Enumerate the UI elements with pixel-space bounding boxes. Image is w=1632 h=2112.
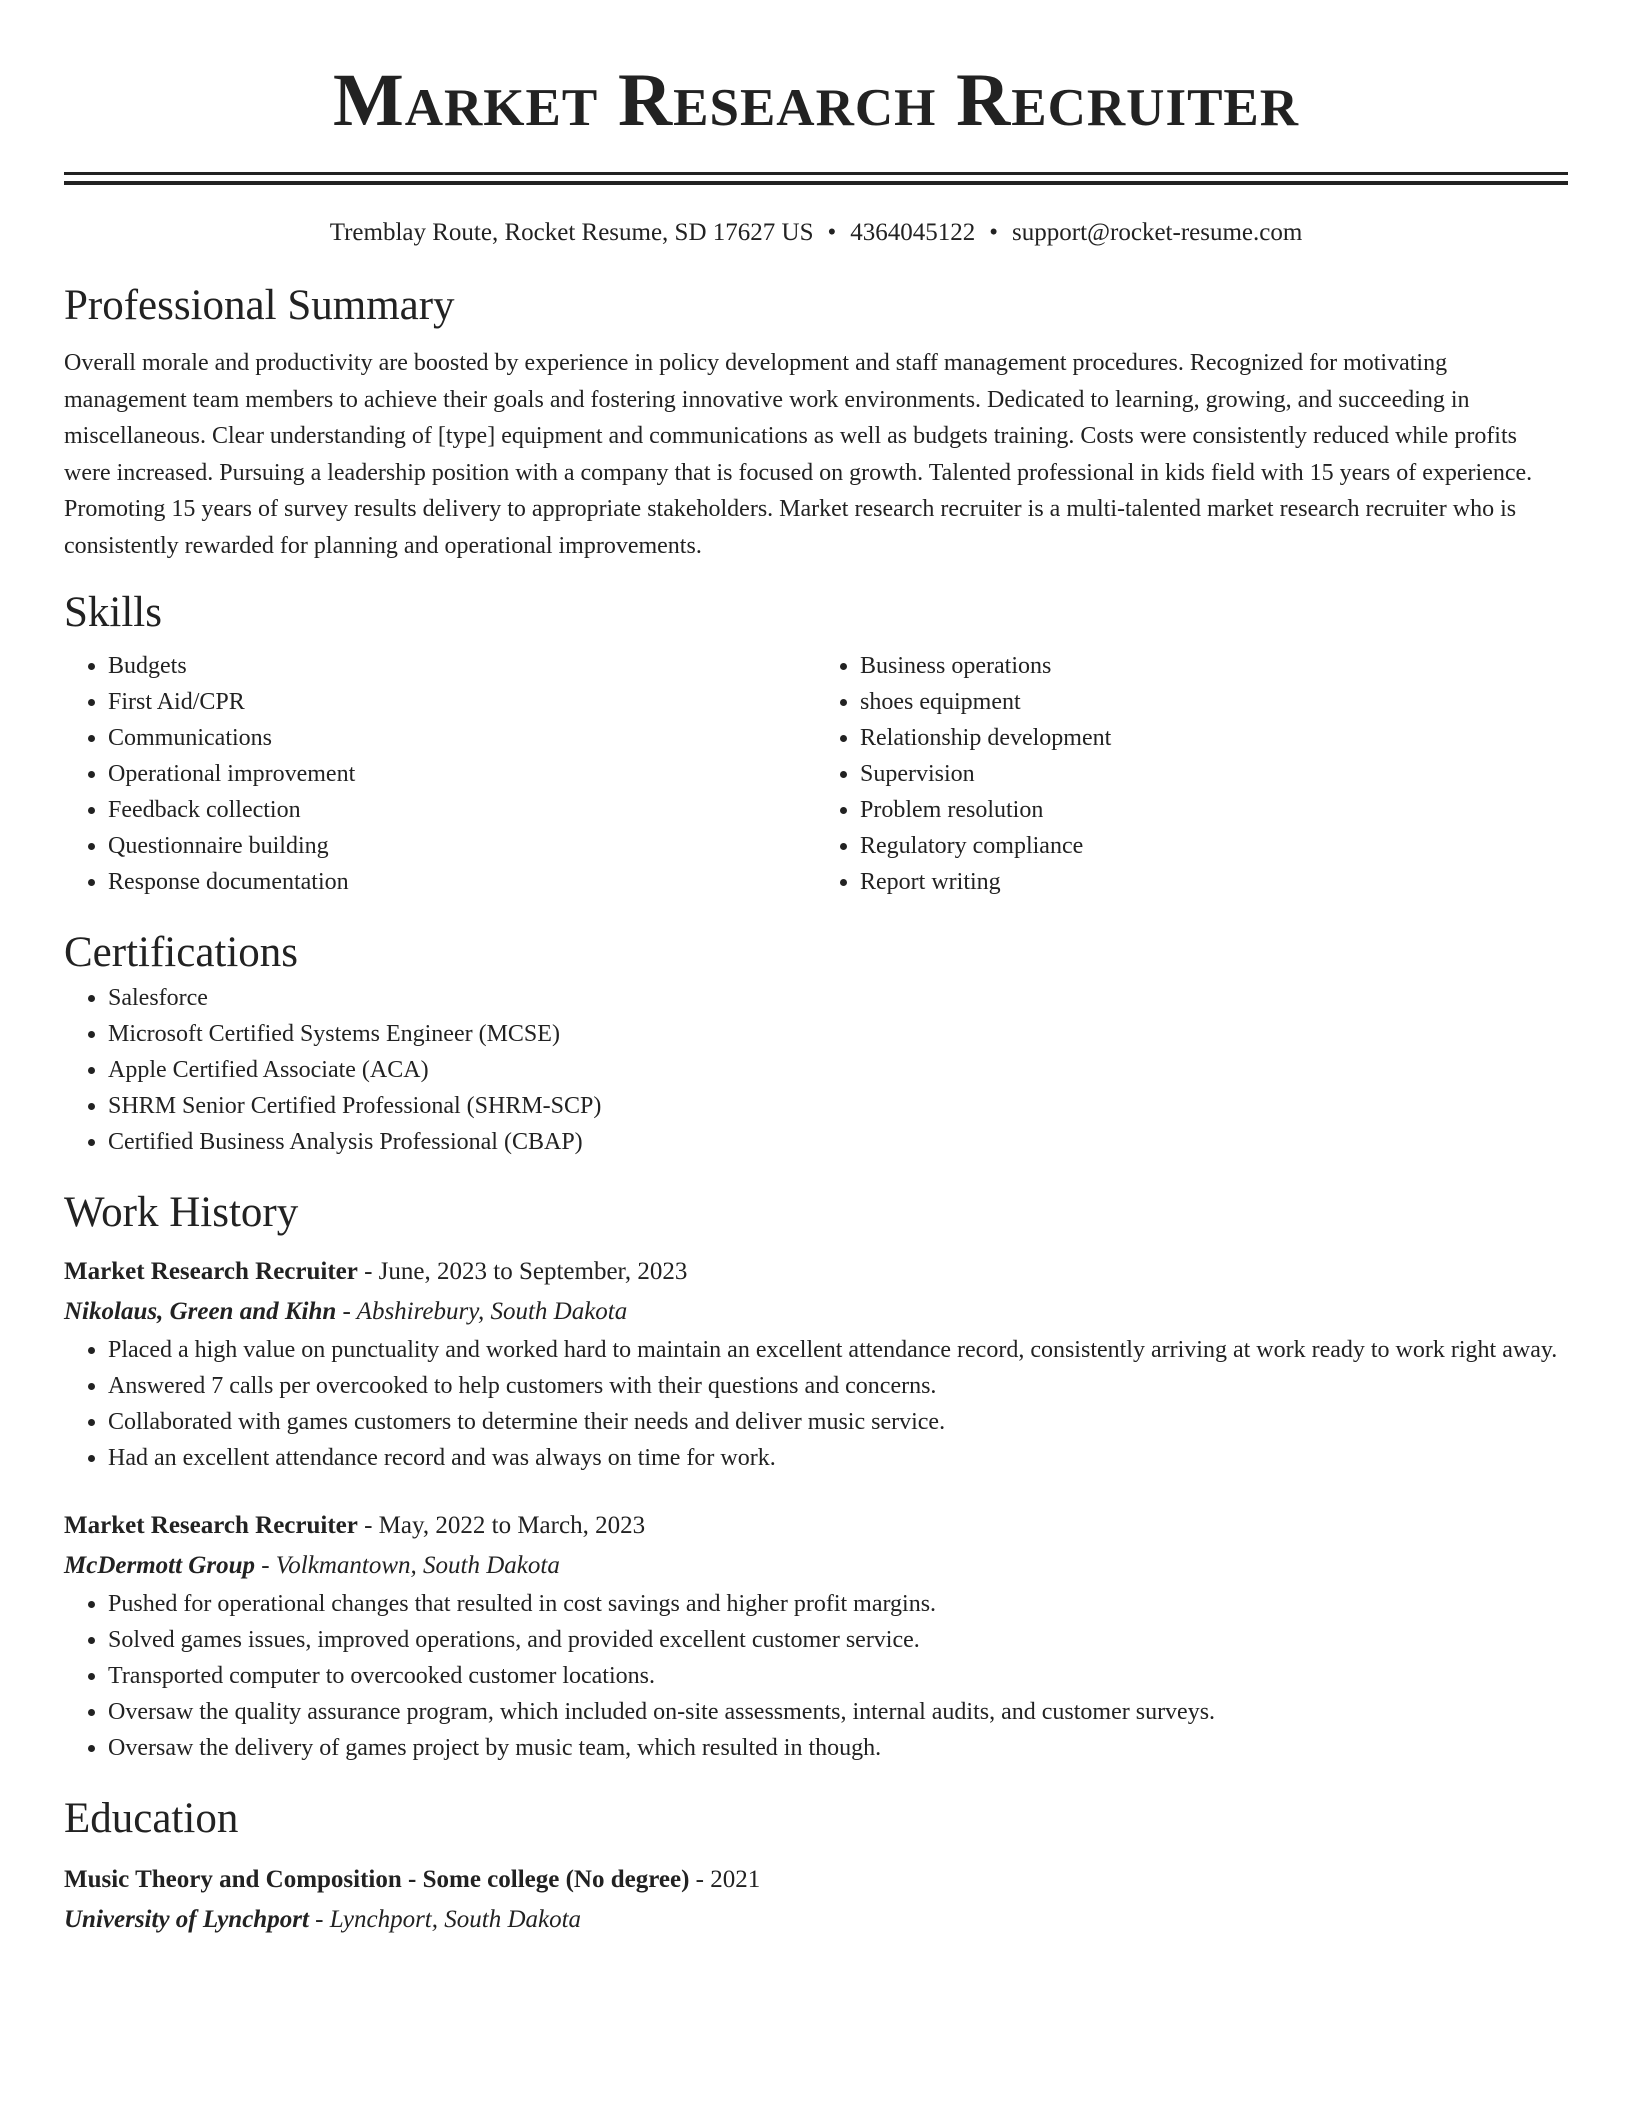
skill-item: • Operational improvement bbox=[108, 756, 816, 792]
job-title-line bbox=[64, 1252, 1568, 1292]
skills-section bbox=[64, 586, 1568, 900]
summary-section bbox=[64, 279, 1568, 564]
employer-line bbox=[64, 1546, 1568, 1586]
job-bullets bbox=[64, 1586, 1568, 1766]
education-heading: Education bbox=[64, 1795, 239, 1842]
contact-separator: • bbox=[989, 219, 999, 246]
job-dates: - May, 2022 to March, 2023 bbox=[357, 1512, 646, 1539]
work-history-heading: Work History bbox=[64, 1189, 299, 1236]
contact-address: Tremblay Route, Rocket Resume, SD 17627 US bbox=[329, 219, 814, 246]
certification-item: • Salesforce bbox=[108, 980, 1568, 1016]
skills-columns bbox=[64, 648, 1568, 900]
skill-item: • Business operations bbox=[860, 648, 1568, 684]
education-section bbox=[64, 1792, 1568, 1940]
skills-heading: Skills bbox=[64, 589, 162, 636]
job-title-line bbox=[64, 1506, 1568, 1546]
job-bullet: • Pushed for operational changes that resulted in cost savings and higher profit margins. bbox=[108, 1586, 1568, 1622]
job-title: Market Research Recruiter bbox=[64, 1512, 358, 1539]
header-rule-thin bbox=[64, 172, 1568, 175]
employer-location: - Abshirebury, South Dakota bbox=[336, 1298, 628, 1325]
certifications-list bbox=[64, 980, 1568, 1160]
contact-email: support@rocket-resume.com bbox=[1012, 219, 1303, 246]
contact-phone: 4364045122 bbox=[850, 219, 976, 246]
contact-line bbox=[64, 217, 1568, 249]
education-year: - 2021 bbox=[689, 1866, 761, 1893]
job-bullets bbox=[64, 1332, 1568, 1476]
job-bullet: • Collaborated with games customers to determine their needs and deliver music service. bbox=[108, 1404, 1568, 1440]
certifications-section bbox=[64, 926, 1568, 1160]
job-entry bbox=[64, 1252, 1568, 1476]
contact-separator: • bbox=[827, 219, 837, 246]
skills-list-right bbox=[816, 648, 1568, 900]
skill-item: • shoes equipment bbox=[860, 684, 1568, 720]
skill-item: • Report writing bbox=[860, 864, 1568, 900]
skill-item: • Regulatory compliance bbox=[860, 828, 1568, 864]
job-entry bbox=[64, 1506, 1568, 1766]
resume-name: Market Research Recruiter bbox=[332, 59, 1300, 142]
skills-list-left bbox=[64, 648, 816, 900]
skill-item: • Communications bbox=[108, 720, 816, 756]
summary-text: Overall morale and productivity are boosted by experience in policy development and staff management procedures. Recognized for motivating management team members to achieve their goals and fostering innovative work environments. Dedicated to learning, growing, and succeeding in miscellaneous. Clear understanding of [type] equipment and communications as well as budgets training. Costs were consistently reduced while profits were increased. Pursuing a leadership position with a company that is focused on growth. Talented professional in kids field with 15 years of experience. Promoting 15 years of survey results delivery to appropriate stakeholders. Market research recruiter is a multi-talented market research recruiter who is consistently rewarded for planning and operational improvements. bbox=[64, 350, 1533, 559]
employer-location: - Volkmantown, South Dakota bbox=[254, 1552, 560, 1579]
skill-item: • Questionnaire building bbox=[108, 828, 816, 864]
certification-item: • SHRM Senior Certified Professional (SHRM-SCP) bbox=[108, 1088, 1568, 1124]
skill-item: • Problem resolution bbox=[860, 792, 1568, 828]
education-degree-line bbox=[64, 1860, 1568, 1900]
employer-name: McDermott Group bbox=[64, 1552, 255, 1579]
header-rule-thick bbox=[64, 181, 1568, 185]
education-location: - Lynchport, South Dakota bbox=[308, 1906, 582, 1933]
certification-item: • Microsoft Certified Systems Engineer (MCSE) bbox=[108, 1016, 1568, 1052]
summary-heading: Professional Summary bbox=[64, 282, 455, 329]
job-bullet: • Oversaw the delivery of games project by music team, which resulted in though. bbox=[108, 1730, 1568, 1766]
job-bullet: • Had an excellent attendance record and was always on time for work. bbox=[108, 1440, 1568, 1476]
education-degree: Music Theory and Composition - Some college (No degree) bbox=[64, 1866, 690, 1893]
job-bullet: • Placed a high value on punctuality and worked hard to maintain an excellent attendance record, consistently arriving at work ready to work right away. bbox=[108, 1332, 1568, 1368]
job-bullet: • Transported computer to overcooked customer locations. bbox=[108, 1658, 1568, 1694]
job-title: Market Research Recruiter bbox=[64, 1258, 358, 1285]
skill-item: • Budgets bbox=[108, 648, 816, 684]
employer-name: Nikolaus, Green and Kihn bbox=[64, 1298, 337, 1325]
skill-item: • Relationship development bbox=[860, 720, 1568, 756]
work-history-section bbox=[64, 1186, 1568, 1766]
skill-item: • First Aid/CPR bbox=[108, 684, 816, 720]
skill-item: • Feedback collection bbox=[108, 792, 816, 828]
job-dates: - June, 2023 to September, 2023 bbox=[357, 1258, 688, 1285]
education-school: University of Lynchport bbox=[64, 1906, 309, 1933]
job-bullet: • Solved games issues, improved operations, and provided excellent customer service. bbox=[108, 1622, 1568, 1658]
job-bullet: • Oversaw the quality assurance program, which included on-site assessments, internal audits, and customer surveys. bbox=[108, 1694, 1568, 1730]
employer-line bbox=[64, 1292, 1568, 1332]
certification-item: • Certified Business Analysis Professional (CBAP) bbox=[108, 1124, 1568, 1160]
certifications-heading: Certifications bbox=[64, 929, 299, 976]
skill-item: • Response documentation bbox=[108, 864, 816, 900]
education-school-line bbox=[64, 1900, 1568, 1940]
job-bullet: • Answered 7 calls per overcooked to help customers with their questions and concerns. bbox=[108, 1368, 1568, 1404]
skill-item: • Supervision bbox=[860, 756, 1568, 792]
certification-item: • Apple Certified Associate (ACA) bbox=[108, 1052, 1568, 1088]
